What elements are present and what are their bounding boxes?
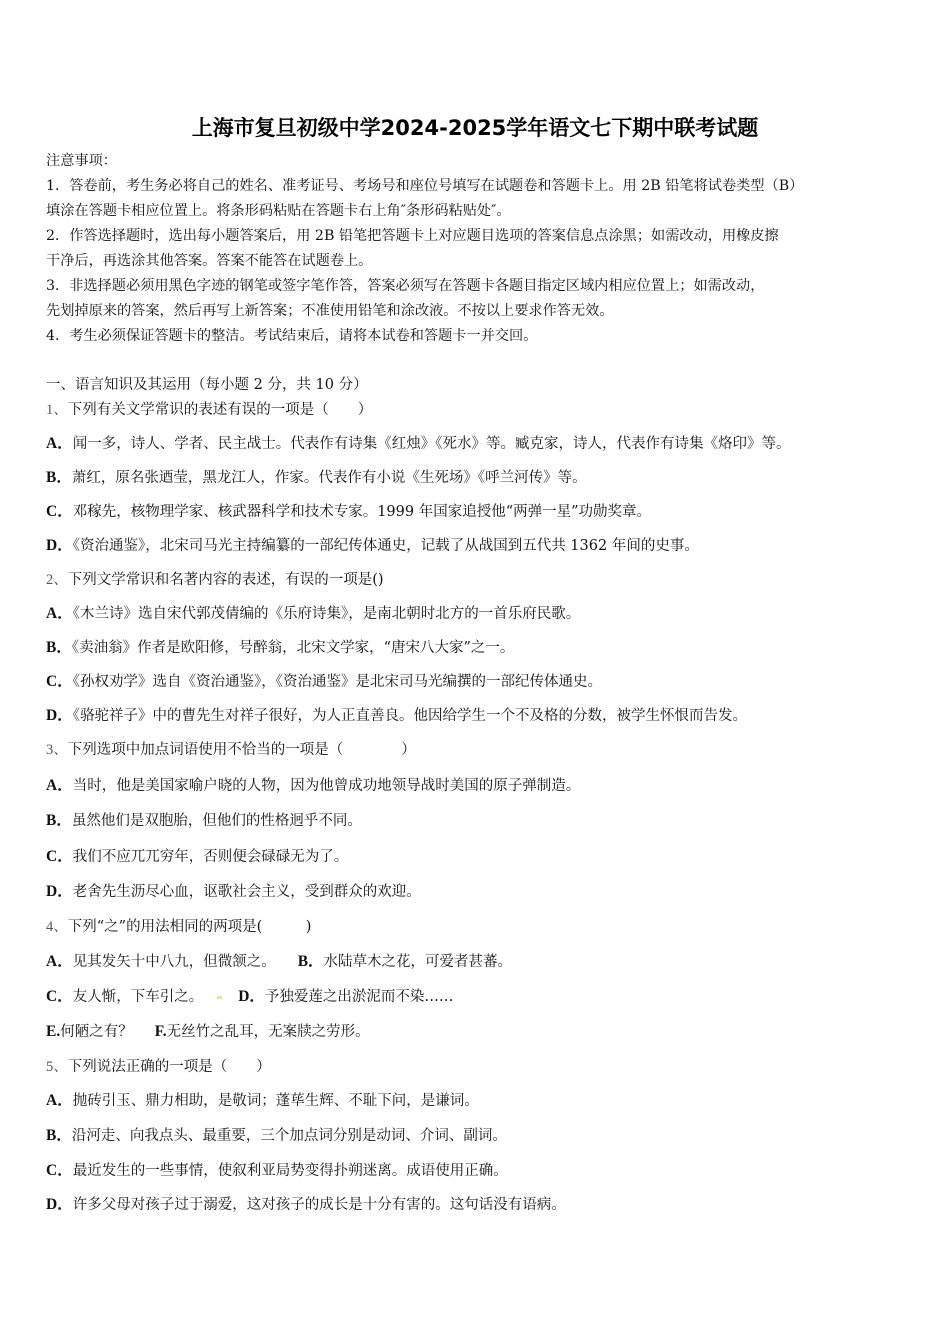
question-stem [46, 917, 311, 937]
option-text: 无丝竹之乱耳，无案牍之劳形。 [166, 1024, 370, 1040]
notice-heading: 注意事项： [46, 153, 117, 169]
option-row [46, 987, 453, 1007]
option-text: 萧红，原名张迺莹，黑龙江人，作家。代表作有小说《生死场》《呼兰河传》等。 [71, 470, 587, 486]
option-label: C． [46, 1162, 73, 1179]
notice-line: 先划掉原来的答案，然后再写上新答案；不准使用铅笔和涂改液。不按以上要求作答无效。 [46, 303, 614, 319]
option-row [46, 502, 651, 522]
option-label: B． [46, 469, 72, 486]
option-label: A． [46, 953, 73, 970]
question-number: 2、 [46, 572, 68, 588]
section-heading: 一、语言知识及其运用（每小题 2 分，共 10 分） [46, 377, 368, 393]
option-text: 友人惭，下车引之。 [72, 989, 204, 1005]
option-text: 予独爱莲之出淤泥而不染…… [264, 989, 454, 1005]
option-row [46, 604, 580, 624]
option-text: 闻一多，诗人、学者、民主战士。代表作有诗集《红烛》《死水》等。臧克家，诗人，代表作有诗集《烙印》等。 [72, 436, 791, 452]
option-row [46, 672, 602, 692]
stray-mark [217, 996, 222, 999]
option-label: A． [46, 605, 73, 622]
option-text: 《孙权劝学》选自《资治通鉴》，《资治通鉴》是北宋司马光编撰的一部纪传体通史。 [72, 674, 602, 690]
option-label: B． [297, 953, 324, 970]
question-number: 4、 [46, 919, 68, 935]
question-number: 3、 [46, 742, 68, 758]
option-row [46, 811, 362, 831]
option-label: D． [238, 988, 265, 1005]
option-row [46, 1161, 508, 1181]
option-label: B． [46, 1127, 72, 1144]
option-row [46, 1022, 370, 1042]
option-text: 虽然他们是双胞胎，但他们的性格迥乎不同。 [71, 813, 362, 829]
option-text: 《卖油翁》作者是欧阳修，号醉翁，北宋文学家，“唐宋八大家”之一。 [71, 640, 515, 656]
option-text: 《木兰诗》选自宋代郭茂倩编的《乐府诗集》，是南北朝时北方的一首乐府民歌。 [72, 606, 581, 622]
option-text: 许多父母对孩子过于溺爱，这对孩子的成长是十分有害的。这句话没有语病。 [72, 1197, 566, 1213]
option-row [46, 1195, 566, 1215]
option-label: E. [46, 1023, 61, 1040]
option-row [46, 706, 747, 726]
notice-line: 1．答卷前，考生务必将自己的姓名、准考证号、考场号和座位号填写在试题卷和答题卡上。用 2B 铅笔将试卷类型（B） [46, 178, 804, 194]
notice-line: 干净后，再选涂其他答案。答案不能答在试题卷上。 [46, 253, 373, 269]
option-label: D． [46, 883, 73, 900]
option-label: C． [46, 673, 73, 690]
option-label: B． [46, 812, 72, 829]
question-text: 下列选项中加点词语使用不恰当的一项是（ ） [67, 742, 416, 758]
option-text: 老舍先生沥尽心血，讴歌社会主义，受到群众的欢迎。 [72, 884, 421, 900]
option-row [46, 1091, 479, 1111]
option-label: A． [46, 777, 73, 794]
notice-line: 4．考生必须保证答题卡的整洁。考试结束后，请将本试卷和答题卡一并交回。 [46, 328, 538, 344]
question-stem [46, 570, 384, 590]
option-row [46, 882, 421, 902]
option-label: A． [46, 435, 73, 452]
option-text: 沿河走、向我点头、最重要，三个加点词分别是动词、介词、副词。 [71, 1128, 507, 1144]
option-text: 《资治通鉴》，北宋司马光主持编纂的一部纪传体通史，记载了从战国到五代共 1362 年间的史事。 [72, 538, 699, 554]
option-text: 水陆草木之花，可爱者甚蕃。 [323, 954, 513, 970]
option-label: C． [46, 988, 73, 1005]
question-number: 1、 [46, 402, 68, 418]
option-row [46, 776, 580, 796]
option-text: 我们不应兀兀穷年，否则便会碌碌无为了。 [72, 849, 349, 865]
question-text: 下列说法正确的一项是（ ） [67, 1059, 271, 1075]
question-stem [46, 740, 416, 760]
page-title: 上海市复旦初级中学2024-2025学年语文七下期中联考试题 [191, 116, 759, 140]
option-label: A． [46, 1092, 73, 1109]
option-text: 当时，他是美国家喻户晓的人物，因为他曾成功地领导战时美国的原子弹制造。 [72, 778, 581, 794]
option-text: 邓稼先，核物理学家、核武器科学和技术专家。1999 年国家追授他“两弹一星”功勋奖章。 [72, 504, 652, 520]
notice-line: 3．非选择题必须用黑色字迹的钢笔或签字笔作答，答案必须写在答题卡各题目指定区域内相应位置上；如需改动， [46, 278, 765, 294]
notice-line: 2．作答选择题时，选出每小题答案后，用 2B 铅笔把答题卡上对应题目选项的答案信息点涂黑；如需改动，用橡皮擦 [46, 228, 779, 244]
option-label: D． [46, 1196, 73, 1213]
option-text: 最近发生的一些事情，使叙利亚局势变得扑朔迷离。成语使用正确。 [72, 1163, 508, 1179]
option-row [46, 847, 348, 867]
question-text: 下列“之”的用法相同的两项是( ) [67, 919, 312, 935]
option-text: 《骆驼祥子》中的曹先生对祥子很好，为人正直善良。他因给学生一个不及格的分数，被学生怀恨而告发。 [72, 708, 747, 724]
option-row [46, 434, 790, 454]
option-text: 何陋之有？ [60, 1024, 133, 1040]
option-label: C． [46, 503, 73, 520]
option-label: D． [46, 537, 73, 554]
option-row [46, 468, 587, 488]
option-text: 抛砖引玉、鼎力相助，是敬词；蓬荜生辉、不耻下问，是谦词。 [72, 1093, 479, 1109]
option-label: C． [46, 848, 73, 865]
question-stem [46, 1057, 271, 1077]
option-label: B． [46, 639, 72, 656]
option-row [46, 638, 514, 658]
question-stem [46, 400, 372, 420]
option-label: D． [46, 707, 73, 724]
option-row [46, 536, 699, 556]
question-number: 5、 [46, 1059, 68, 1075]
option-label: F. [154, 1023, 167, 1040]
notice-line: 填涂在答题卡相应位置上。将条形码粘贴在答题卡右上角″条形码粘贴处″。 [46, 203, 511, 219]
question-text: 下列有关文学常识的表述有误的一项是（ ） [67, 402, 373, 418]
option-row [46, 1126, 507, 1146]
question-text: 下列文学常识和名著内容的表述，有误的一项是() [67, 572, 384, 588]
option-text: 见其发矢十中八九，但微颔之。 [72, 954, 276, 970]
option-row [46, 952, 512, 972]
